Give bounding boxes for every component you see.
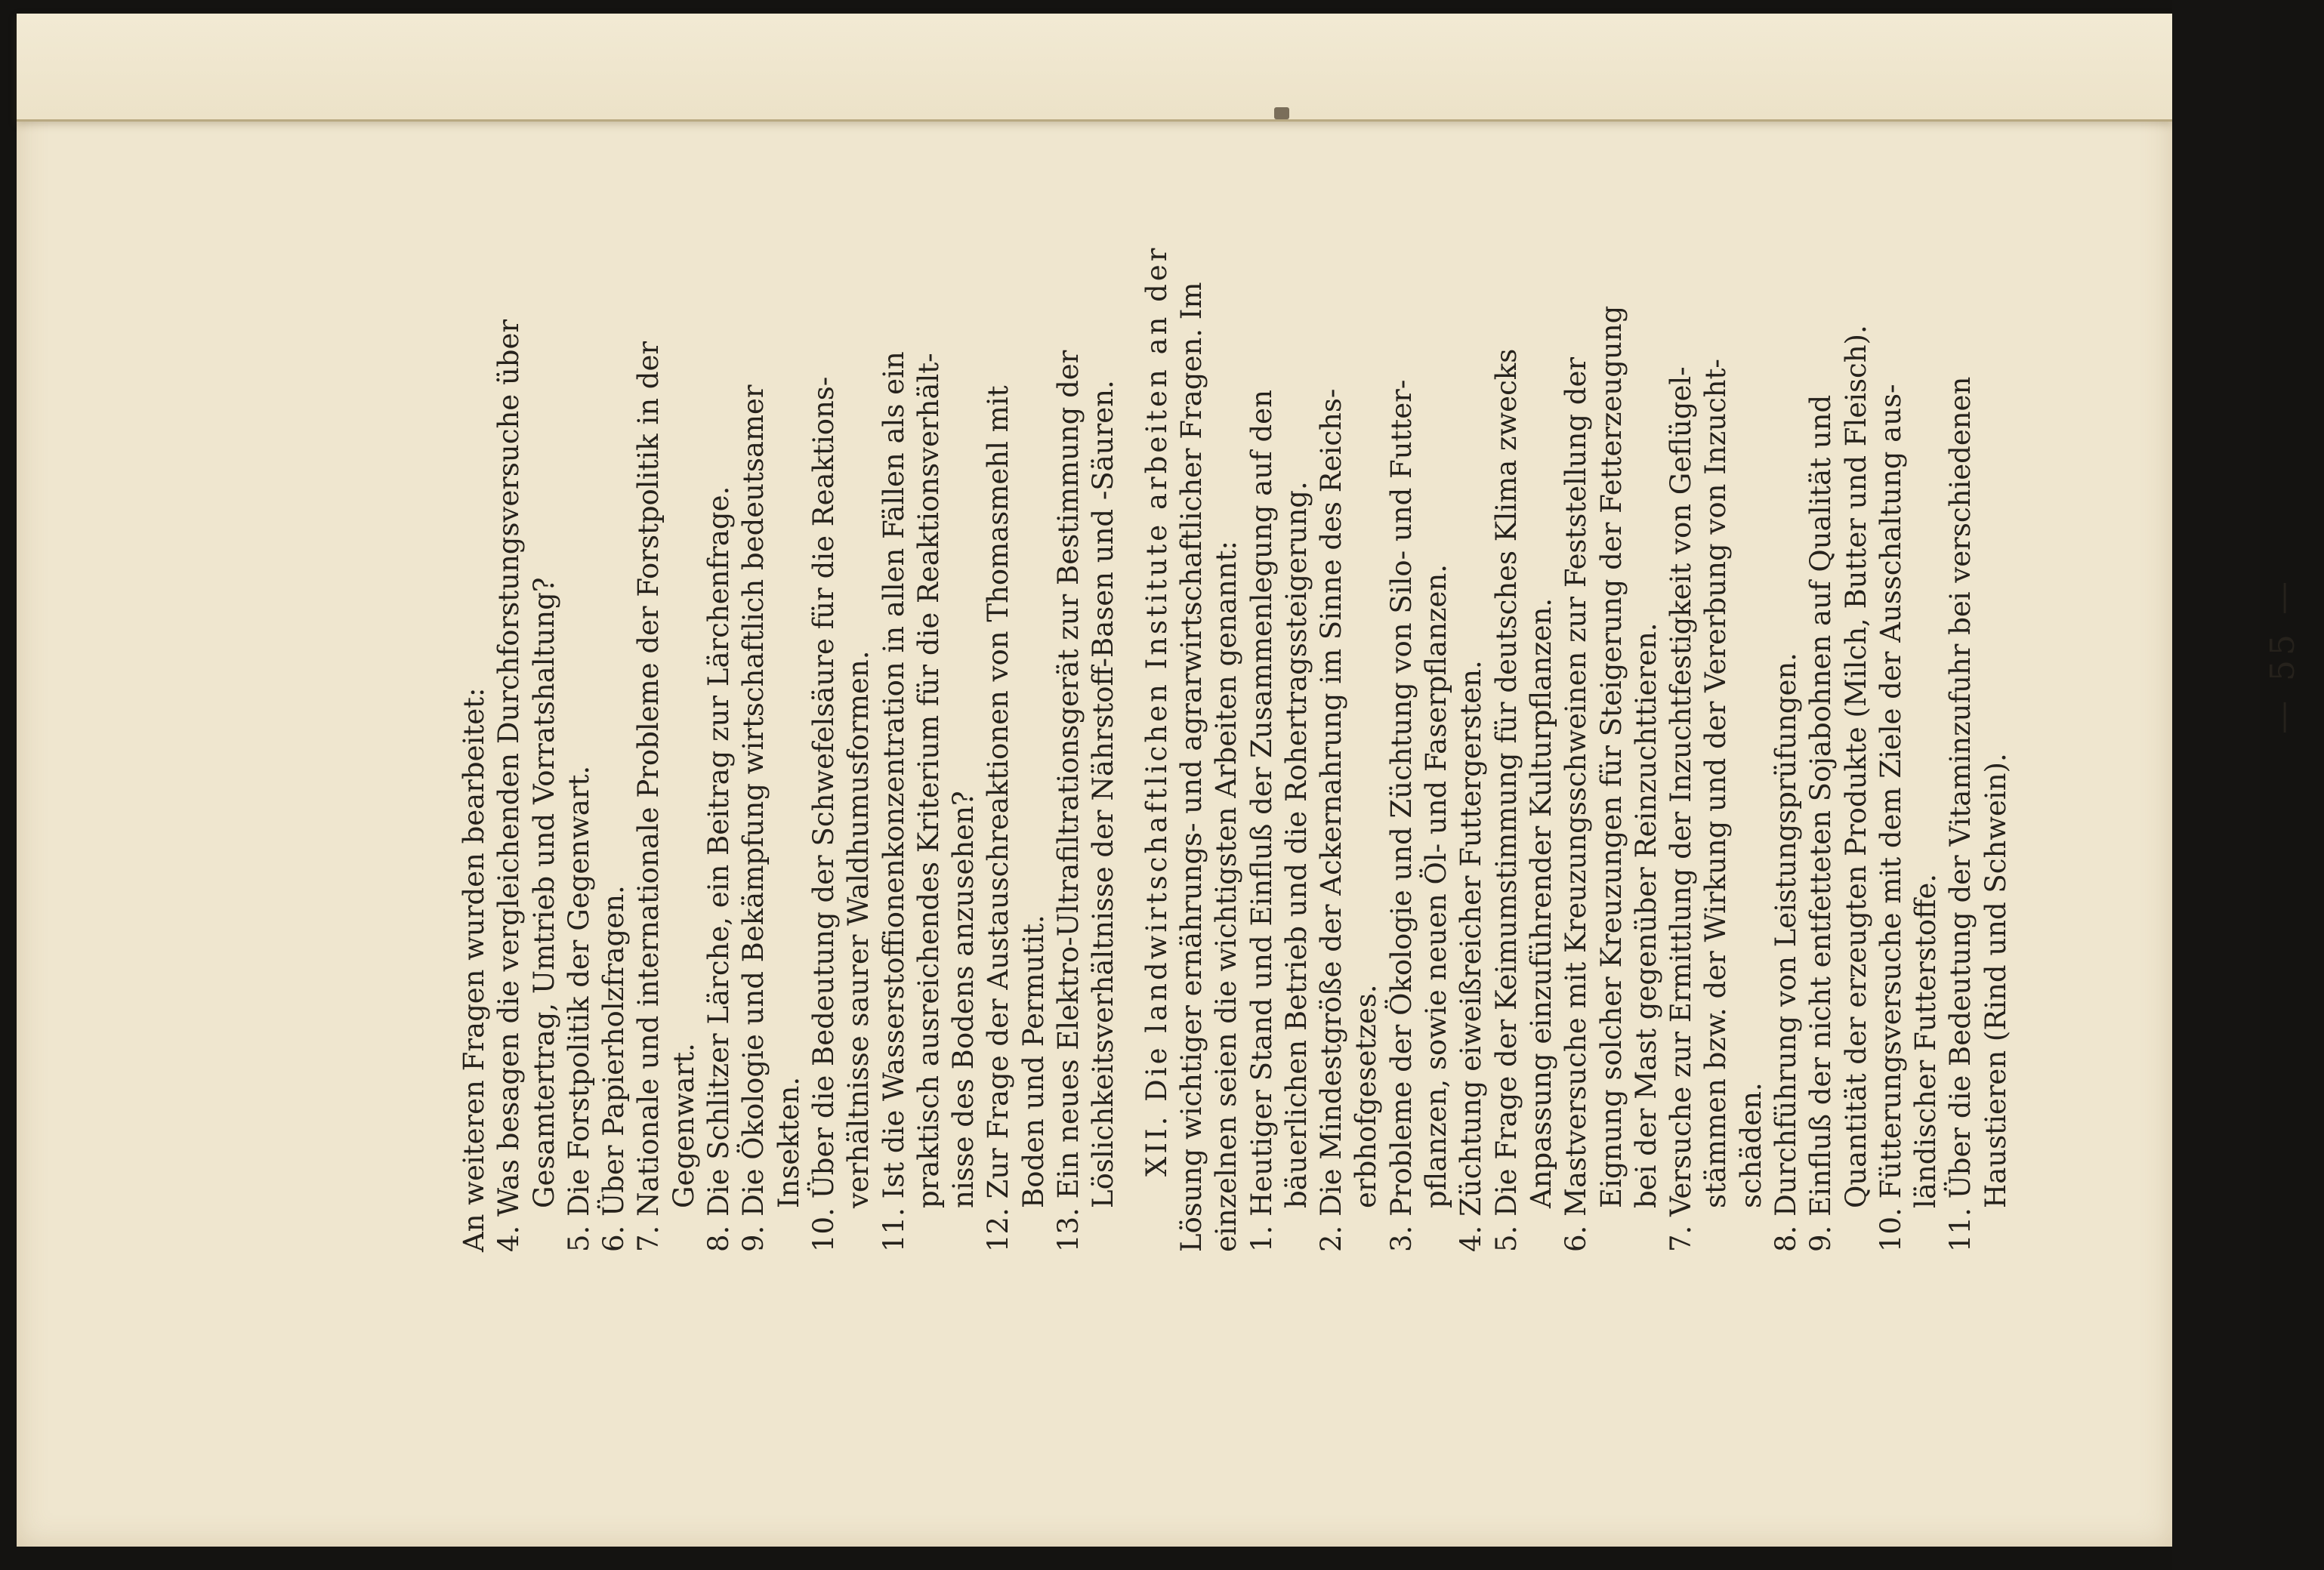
- item-text: Durchführung von Leistungsprüfungen.: [1769, 652, 1802, 1217]
- item-text: Die Forstpolitik der Gegenwart.: [562, 765, 595, 1217]
- item-text: Die Frage der Keimumstimmung für deutsches Klima zwecks: [1489, 348, 1523, 1217]
- item-text: Ein neues Elektro-Ultrafiltrationsgerät zur Bestimmung der: [1052, 350, 1085, 1199]
- item-text: Heutiger Stand und Einfluß der Zusammenlegung auf den: [1245, 390, 1278, 1217]
- item-text: Über die Bedeutung der Schwefelsäure für die Reaktions-: [807, 376, 840, 1199]
- item-text: Versuche zur Ermittlung der Inzuchtfestigkeit von Geflügel-: [1665, 366, 1698, 1217]
- list-item: [597, 59, 631, 1252]
- list-item: [1051, 59, 1086, 1252]
- list-item: [1559, 59, 1594, 1252]
- item-number: 7.: [632, 1216, 665, 1252]
- item-number: 3.: [1384, 1216, 1418, 1252]
- page-text: [457, 59, 2014, 1252]
- item-text: Über die Bedeutung der Vitaminzufuhr bei verschiedenen: [1944, 376, 1977, 1199]
- item-continuation: schäden.: [1734, 1082, 1767, 1208]
- item-number: 9.: [737, 1216, 770, 1252]
- item-number: 11.: [1944, 1198, 1977, 1252]
- item-continuation: nisse des Bodens anzusehen?: [947, 791, 980, 1208]
- item-number: 7.: [1665, 1216, 1698, 1252]
- item-text: Nationale und internationale Probleme der Forstpolitik in der: [632, 341, 665, 1217]
- list-item: [1314, 59, 1349, 1252]
- rotated-text-block: [360, 59, 2324, 1252]
- item-continuation: Löslichkeitsverhältnisse der Nährstoff-Basen und -Säuren.: [1087, 380, 1120, 1208]
- section-heading: XII. Die landwirtschaftlichen Institute arbeiten an der: [1140, 245, 1173, 1177]
- item-text: Züchtung eiweißreicher Futtergersten.: [1455, 660, 1488, 1217]
- item-text: Einfluß der nicht entfetteten Sojabohnen auf Qualität und: [1804, 394, 1838, 1217]
- item-continuation: verhältnisse saurer Waldhumusformen.: [842, 650, 875, 1208]
- item-number: 13.: [1052, 1198, 1085, 1252]
- item-text: Die Mindestgröße der Ackernahrung im Sinne des Reichs-: [1315, 388, 1348, 1217]
- list-item: [562, 59, 597, 1252]
- item-text: Was besagen die vergleichenden Durchforstungsversuche über: [492, 319, 526, 1217]
- intro-text: An weiteren Fragen wurden bearbeitet:: [458, 687, 490, 1252]
- item-number: 1.: [1245, 1216, 1278, 1252]
- item-continuation: Insekten.: [772, 1076, 805, 1208]
- item-number: 6.: [597, 1216, 631, 1252]
- item-number: 8.: [1769, 1216, 1802, 1252]
- item-continuation: pflanzen, sowie neuen Öl- und Faserpflanzen.: [1420, 563, 1453, 1208]
- list-item: [631, 59, 666, 1252]
- item-text: Probleme der Ökologie und Züchtung von Silo- und Futter-: [1384, 379, 1418, 1217]
- item-number: 11.: [877, 1198, 910, 1252]
- item-number: 4.: [1455, 1216, 1488, 1252]
- item-continuation: praktisch ausreichendes Kriterium für die Reaktionsverhält-: [912, 353, 945, 1208]
- item-continuation: stämmen bzw. der Wirkung und der Vererbung von Inzucht-: [1699, 359, 1733, 1208]
- item-continuation: ländischer Futterstoffe.: [1909, 873, 1943, 1208]
- item-number: 8.: [702, 1216, 736, 1252]
- list-item: [807, 59, 841, 1252]
- book-page: [17, 14, 2302, 1547]
- list-item: [1454, 59, 1489, 1252]
- item-text: Ist die Wasserstoffionenkonzentration in allen Fällen als ein: [877, 351, 910, 1199]
- list-item: [736, 59, 771, 1252]
- item-continuation: erbhofgesetzes.: [1350, 984, 1383, 1208]
- item-text: Zur Frage der Austauschreaktionen von Thomasmehl mit: [982, 385, 1015, 1199]
- item-number: 4.: [492, 1216, 526, 1252]
- item-text: Über Papierholzfragen.: [597, 885, 631, 1217]
- list-item: [1664, 59, 1699, 1252]
- list-item: [1769, 59, 1804, 1252]
- item-continuation: Boden und Permutit.: [1017, 915, 1050, 1208]
- item-continuation: Gegenwart.: [667, 1043, 700, 1208]
- list-item: [702, 59, 736, 1252]
- item-number: 6.: [1560, 1216, 1593, 1252]
- list-item: [492, 59, 526, 1252]
- list-item: [877, 59, 912, 1252]
- item-continuation: Anpassung einzuführender Kulturpflanzen.: [1524, 597, 1557, 1208]
- list-item: [1489, 59, 1524, 1252]
- item-continuation: Gesamtertrag, Umtrieb und Vorratshaltung?: [527, 577, 560, 1208]
- item-number: 9.: [1804, 1216, 1838, 1252]
- item-continuation: bei der Mast gegenüber Reinzuchttieren.: [1629, 622, 1662, 1208]
- item-text: Die Ökologie und Bekämpfung wirtschaftlich bedeutsamer: [737, 384, 770, 1217]
- section-text: einzelnen seien die wichtigsten Arbeiten genannt:: [1210, 541, 1243, 1252]
- item-continuation: Haustieren (Rind und Schwein).: [1979, 753, 2012, 1208]
- item-number: 5.: [1489, 1216, 1523, 1252]
- item-text: Fütterungsversuche mit dem Ziele der Ausschaltung aus-: [1874, 384, 1907, 1199]
- item-continuation: Eignung solcher Kreuzungen für Steigerung der Fetterzeugung: [1594, 305, 1628, 1208]
- dark-background-strip: [2172, 0, 2260, 1570]
- list-item: [1384, 59, 1419, 1252]
- item-number: 10.: [807, 1198, 840, 1252]
- list-item: [1874, 59, 1909, 1252]
- page-number: — 55 —: [2264, 577, 2302, 734]
- item-number: 10.: [1874, 1198, 1907, 1252]
- item-number: 5.: [562, 1216, 595, 1252]
- list-item: [1245, 59, 1279, 1252]
- list-item: [1943, 59, 1978, 1252]
- item-text: Die Schlitzer Lärche, ein Beitrag zur Lärchenfrage.: [702, 486, 736, 1217]
- spacer: [1122, 59, 1140, 1252]
- list-item: [1804, 59, 1838, 1252]
- list-item: [981, 59, 1016, 1252]
- section-text: Lösung wichtiger ernährungs- und agrarwirtschaftlicher Fragen. Im: [1174, 282, 1208, 1252]
- item-continuation: bäuerlichen Betrieb und die Rohertragssteigerung.: [1279, 481, 1313, 1208]
- item-number: 12.: [982, 1198, 1015, 1252]
- item-text: Mastversuche mit Kreuzungsschweinen zur Feststellung der: [1560, 356, 1593, 1217]
- item-continuation: Quantität der erzeugten Produkte (Milch, Butter und Fleisch).: [1839, 325, 1872, 1208]
- item-number: 2.: [1315, 1216, 1348, 1252]
